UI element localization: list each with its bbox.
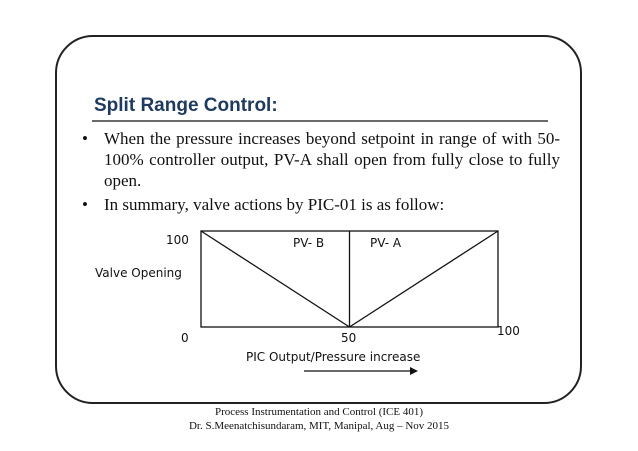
footer-author: Dr. S.Meenatchisundaram, MIT, Manipal, Aug – Nov 2015 [188,420,450,432]
x-tick-label: 50 [341,331,357,345]
series-line-pv-b [201,231,350,327]
series-label-pv-b: PV- B [293,236,325,250]
footer-course: Process Instrumentation and Control (ICE 401) [214,406,424,418]
bullet-text-1: When the pressure increases beyond setpoint in range of with 50-100% controller output, PV-A shall open from fully close to fully open. [104,129,560,190]
x-axis-label: PIC Output/Pressure increase [246,350,421,364]
bullet-text-2: In summary, valve actions by PIC-01 is as follow: [104,195,445,214]
x-tick-label: 0 [181,331,189,345]
bullet-marker: • [82,129,88,148]
direction-arrow-head-icon [410,367,418,375]
series-label-pv-a: PV- A [370,236,402,250]
x-tick-label: 100 [497,324,520,338]
y-tick-label: 100 [166,233,189,247]
slide-title: Split Range Control: [94,95,278,116]
bullet-marker: • [82,195,88,214]
y-axis-label: Valve Opening [95,266,182,280]
